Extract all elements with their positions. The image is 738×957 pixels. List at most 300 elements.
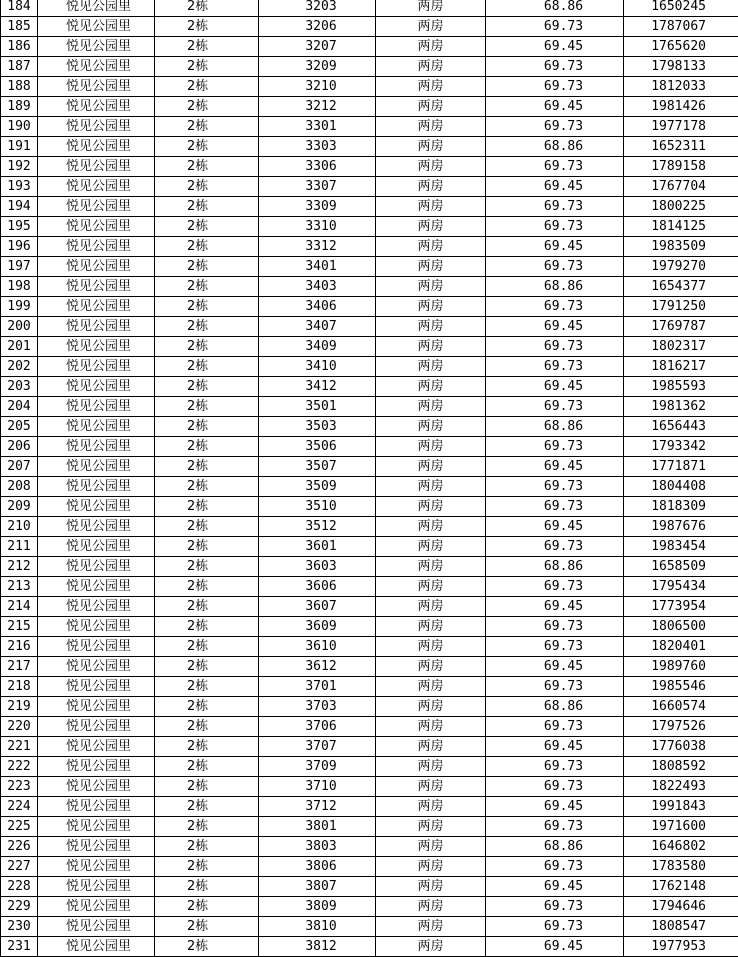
unit-number-cell: 3809 [259, 897, 376, 917]
project-name-cell: 悦见公园里 [38, 757, 155, 777]
row-number-cell: 207 [1, 457, 38, 477]
project-name-cell: 悦见公园里 [38, 257, 155, 277]
row-number-cell: 196 [1, 237, 38, 257]
room-type-cell: 两房 [376, 837, 486, 857]
table-row [1, 217, 738, 237]
building-cell: 2栋 [155, 297, 259, 317]
area-cell: 68.86 [486, 697, 624, 717]
unit-number-cell: 3712 [259, 797, 376, 817]
table-row [1, 837, 738, 857]
project-name-cell: 悦见公园里 [38, 0, 155, 17]
room-type-cell: 两房 [376, 857, 486, 877]
total-price-cell: 1987676 [624, 517, 738, 537]
building-cell: 2栋 [155, 557, 259, 577]
building-cell: 2栋 [155, 137, 259, 157]
area-cell: 69.73 [486, 857, 624, 877]
unit-number-cell: 3603 [259, 557, 376, 577]
table-row [1, 917, 738, 937]
project-name-cell: 悦见公园里 [38, 577, 155, 597]
area-cell: 69.45 [486, 177, 624, 197]
total-price-cell: 1776038 [624, 737, 738, 757]
table-row [1, 417, 738, 437]
total-price-cell: 1795434 [624, 577, 738, 597]
project-name-cell: 悦见公园里 [38, 357, 155, 377]
table-row [1, 937, 738, 957]
unit-number-cell: 3301 [259, 117, 376, 137]
table-row [1, 857, 738, 877]
project-name-cell: 悦见公园里 [38, 417, 155, 437]
unit-number-cell: 3703 [259, 697, 376, 717]
row-number-cell: 194 [1, 197, 38, 217]
table-row [1, 557, 738, 577]
row-number-cell: 203 [1, 377, 38, 397]
total-price-cell: 1812033 [624, 77, 738, 97]
unit-number-cell: 3801 [259, 817, 376, 837]
unit-number-cell: 3710 [259, 777, 376, 797]
unit-number-cell: 3210 [259, 77, 376, 97]
row-number-cell: 224 [1, 797, 38, 817]
building-cell: 2栋 [155, 197, 259, 217]
project-name-cell: 悦见公园里 [38, 37, 155, 57]
area-cell: 69.73 [486, 117, 624, 137]
row-number-cell: 198 [1, 277, 38, 297]
row-number-cell: 218 [1, 677, 38, 697]
room-type-cell: 两房 [376, 37, 486, 57]
area-cell: 68.86 [486, 137, 624, 157]
row-number-cell: 215 [1, 617, 38, 637]
room-type-cell: 两房 [376, 397, 486, 417]
total-price-cell: 1977178 [624, 117, 738, 137]
area-cell: 69.73 [486, 617, 624, 637]
building-cell: 2栋 [155, 117, 259, 137]
project-name-cell: 悦见公园里 [38, 77, 155, 97]
building-cell: 2栋 [155, 517, 259, 537]
project-name-cell: 悦见公园里 [38, 397, 155, 417]
unit-number-cell: 3203 [259, 0, 376, 17]
room-type-cell: 两房 [376, 317, 486, 337]
project-name-cell: 悦见公园里 [38, 237, 155, 257]
area-cell: 69.45 [486, 737, 624, 757]
total-price-cell: 1793342 [624, 437, 738, 457]
total-price-cell: 1656443 [624, 417, 738, 437]
total-price-cell: 1804408 [624, 477, 738, 497]
area-cell: 69.73 [486, 477, 624, 497]
building-cell: 2栋 [155, 97, 259, 117]
table-row [1, 517, 738, 537]
project-name-cell: 悦见公园里 [38, 377, 155, 397]
table-row [1, 277, 738, 297]
table-row [1, 457, 738, 477]
room-type-cell: 两房 [376, 617, 486, 637]
project-name-cell: 悦见公园里 [38, 657, 155, 677]
table-row [1, 877, 738, 897]
room-type-cell: 两房 [376, 777, 486, 797]
table-row [1, 197, 738, 217]
project-name-cell: 悦见公园里 [38, 697, 155, 717]
unit-number-cell: 3407 [259, 317, 376, 337]
room-type-cell: 两房 [376, 0, 486, 17]
total-price-cell: 1820401 [624, 637, 738, 657]
project-name-cell: 悦见公园里 [38, 937, 155, 957]
building-cell: 2栋 [155, 57, 259, 77]
table-row [1, 0, 738, 17]
row-number-cell: 226 [1, 837, 38, 857]
room-type-cell: 两房 [376, 217, 486, 237]
unit-number-cell: 3401 [259, 257, 376, 277]
table-row [1, 617, 738, 637]
row-number-cell: 201 [1, 337, 38, 357]
building-cell: 2栋 [155, 277, 259, 297]
room-type-cell: 两房 [376, 657, 486, 677]
project-name-cell: 悦见公园里 [38, 557, 155, 577]
building-cell: 2栋 [155, 737, 259, 757]
unit-number-cell: 3306 [259, 157, 376, 177]
row-number-cell: 216 [1, 637, 38, 657]
area-cell: 69.73 [486, 717, 624, 737]
project-name-cell: 悦见公园里 [38, 777, 155, 797]
total-price-cell: 1773954 [624, 597, 738, 617]
total-price-cell: 1646802 [624, 837, 738, 857]
area-cell: 69.45 [486, 877, 624, 897]
building-cell: 2栋 [155, 617, 259, 637]
building-cell: 2栋 [155, 317, 259, 337]
table-row [1, 317, 738, 337]
total-price-cell: 1783580 [624, 857, 738, 877]
project-name-cell: 悦见公园里 [38, 97, 155, 117]
room-type-cell: 两房 [376, 417, 486, 437]
unit-number-cell: 3709 [259, 757, 376, 777]
room-type-cell: 两房 [376, 197, 486, 217]
unit-number-cell: 3803 [259, 837, 376, 857]
building-cell: 2栋 [155, 497, 259, 517]
table-row [1, 537, 738, 557]
area-cell: 69.73 [486, 677, 624, 697]
building-cell: 2栋 [155, 877, 259, 897]
building-cell: 2栋 [155, 917, 259, 937]
row-number-cell: 204 [1, 397, 38, 417]
area-cell: 69.73 [486, 297, 624, 317]
room-type-cell: 两房 [376, 717, 486, 737]
area-cell: 69.73 [486, 217, 624, 237]
row-number-cell: 229 [1, 897, 38, 917]
unit-number-cell: 3403 [259, 277, 376, 297]
row-number-cell: 188 [1, 77, 38, 97]
building-cell: 2栋 [155, 437, 259, 457]
building-cell: 2栋 [155, 397, 259, 417]
project-name-cell: 悦见公园里 [38, 17, 155, 37]
building-cell: 2栋 [155, 937, 259, 957]
project-name-cell: 悦见公园里 [38, 617, 155, 637]
project-name-cell: 悦见公园里 [38, 597, 155, 617]
area-cell: 68.86 [486, 0, 624, 17]
row-number-cell: 197 [1, 257, 38, 277]
building-cell: 2栋 [155, 717, 259, 737]
row-number-cell: 185 [1, 17, 38, 37]
building-cell: 2栋 [155, 677, 259, 697]
building-cell: 2栋 [155, 377, 259, 397]
room-type-cell: 两房 [376, 497, 486, 517]
unit-number-cell: 3612 [259, 657, 376, 677]
area-cell: 69.73 [486, 897, 624, 917]
area-cell: 69.73 [486, 497, 624, 517]
area-cell: 68.86 [486, 837, 624, 857]
project-name-cell: 悦见公园里 [38, 837, 155, 857]
project-name-cell: 悦见公园里 [38, 437, 155, 457]
total-price-cell: 1808592 [624, 757, 738, 777]
table-row [1, 77, 738, 97]
unit-number-cell: 3601 [259, 537, 376, 557]
table-row [1, 17, 738, 37]
total-price-cell: 1650245 [624, 0, 738, 17]
area-cell: 69.73 [486, 397, 624, 417]
room-type-cell: 两房 [376, 937, 486, 957]
project-name-cell: 悦见公园里 [38, 117, 155, 137]
building-cell: 2栋 [155, 237, 259, 257]
row-number-cell: 189 [1, 97, 38, 117]
total-price-cell: 1797526 [624, 717, 738, 737]
table-row [1, 137, 738, 157]
room-type-cell: 两房 [376, 177, 486, 197]
row-number-cell: 186 [1, 37, 38, 57]
unit-number-cell: 3307 [259, 177, 376, 197]
building-cell: 2栋 [155, 577, 259, 597]
project-name-cell: 悦见公园里 [38, 57, 155, 77]
row-number-cell: 208 [1, 477, 38, 497]
area-cell: 69.45 [486, 937, 624, 957]
row-number-cell: 223 [1, 777, 38, 797]
table-row [1, 257, 738, 277]
area-cell: 69.73 [486, 757, 624, 777]
room-type-cell: 两房 [376, 637, 486, 657]
total-price-cell: 1985593 [624, 377, 738, 397]
building-cell: 2栋 [155, 697, 259, 717]
unit-number-cell: 3610 [259, 637, 376, 657]
unit-number-cell: 3701 [259, 677, 376, 697]
area-cell: 69.45 [486, 517, 624, 537]
unit-number-cell: 3207 [259, 37, 376, 57]
table-row [1, 597, 738, 617]
project-name-cell: 悦见公园里 [38, 917, 155, 937]
area-cell: 69.45 [486, 597, 624, 617]
unit-number-cell: 3406 [259, 297, 376, 317]
building-cell: 2栋 [155, 217, 259, 237]
room-type-cell: 两房 [376, 97, 486, 117]
project-name-cell: 悦见公园里 [38, 317, 155, 337]
unit-number-cell: 3606 [259, 577, 376, 597]
table-body [1, 0, 738, 957]
unit-number-cell: 3810 [259, 917, 376, 937]
table-row [1, 717, 738, 737]
table-row [1, 757, 738, 777]
unit-number-cell: 3806 [259, 857, 376, 877]
table-row [1, 117, 738, 137]
table-row [1, 497, 738, 517]
table-row [1, 157, 738, 177]
room-type-cell: 两房 [376, 337, 486, 357]
table-row [1, 177, 738, 197]
room-type-cell: 两房 [376, 17, 486, 37]
room-type-cell: 两房 [376, 877, 486, 897]
table-row [1, 577, 738, 597]
project-name-cell: 悦见公园里 [38, 877, 155, 897]
building-cell: 2栋 [155, 17, 259, 37]
row-number-cell: 230 [1, 917, 38, 937]
room-type-cell: 两房 [376, 697, 486, 717]
total-price-cell: 1800225 [624, 197, 738, 217]
total-price-cell: 1767704 [624, 177, 738, 197]
total-price-cell: 1983454 [624, 537, 738, 557]
room-type-cell: 两房 [376, 437, 486, 457]
total-price-cell: 1818309 [624, 497, 738, 517]
row-number-cell: 202 [1, 357, 38, 377]
room-type-cell: 两房 [376, 917, 486, 937]
area-cell: 68.86 [486, 557, 624, 577]
total-price-cell: 1771871 [624, 457, 738, 477]
row-number-cell: 227 [1, 857, 38, 877]
building-cell: 2栋 [155, 797, 259, 817]
building-cell: 2栋 [155, 477, 259, 497]
room-type-cell: 两房 [376, 677, 486, 697]
table-row [1, 337, 738, 357]
project-name-cell: 悦见公园里 [38, 717, 155, 737]
unit-number-cell: 3412 [259, 377, 376, 397]
table-row [1, 237, 738, 257]
building-cell: 2栋 [155, 417, 259, 437]
room-type-cell: 两房 [376, 597, 486, 617]
project-name-cell: 悦见公园里 [38, 217, 155, 237]
building-cell: 2栋 [155, 357, 259, 377]
building-cell: 2栋 [155, 0, 259, 17]
building-cell: 2栋 [155, 177, 259, 197]
unit-number-cell: 3309 [259, 197, 376, 217]
total-price-cell: 1787067 [624, 17, 738, 37]
row-number-cell: 220 [1, 717, 38, 737]
table-row [1, 297, 738, 317]
total-price-cell: 1814125 [624, 217, 738, 237]
room-type-cell: 两房 [376, 577, 486, 597]
table-row [1, 817, 738, 837]
area-cell: 69.45 [486, 37, 624, 57]
project-name-cell: 悦见公园里 [38, 337, 155, 357]
row-number-cell: 231 [1, 937, 38, 957]
area-cell: 69.45 [486, 237, 624, 257]
table-row [1, 897, 738, 917]
building-cell: 2栋 [155, 837, 259, 857]
area-cell: 69.73 [486, 77, 624, 97]
building-cell: 2栋 [155, 457, 259, 477]
unit-number-cell: 3609 [259, 617, 376, 637]
area-cell: 69.73 [486, 197, 624, 217]
total-price-cell: 1789158 [624, 157, 738, 177]
row-number-cell: 211 [1, 537, 38, 557]
table-row [1, 657, 738, 677]
unit-number-cell: 3303 [259, 137, 376, 157]
row-number-cell: 199 [1, 297, 38, 317]
total-price-cell: 1660574 [624, 697, 738, 717]
row-number-cell: 219 [1, 697, 38, 717]
unit-number-cell: 3206 [259, 17, 376, 37]
row-number-cell: 190 [1, 117, 38, 137]
project-name-cell: 悦见公园里 [38, 817, 155, 837]
area-cell: 69.45 [486, 317, 624, 337]
building-cell: 2栋 [155, 257, 259, 277]
total-price-cell: 1658509 [624, 557, 738, 577]
unit-number-cell: 3512 [259, 517, 376, 537]
total-price-cell: 1981362 [624, 397, 738, 417]
total-price-cell: 1765620 [624, 37, 738, 57]
row-number-cell: 195 [1, 217, 38, 237]
row-number-cell: 192 [1, 157, 38, 177]
row-number-cell: 187 [1, 57, 38, 77]
row-number-cell: 205 [1, 417, 38, 437]
total-price-cell: 1981426 [624, 97, 738, 117]
project-name-cell: 悦见公园里 [38, 737, 155, 757]
area-cell: 68.86 [486, 277, 624, 297]
room-type-cell: 两房 [376, 757, 486, 777]
project-name-cell: 悦见公园里 [38, 677, 155, 697]
building-cell: 2栋 [155, 637, 259, 657]
unit-number-cell: 3812 [259, 937, 376, 957]
area-cell: 69.73 [486, 337, 624, 357]
total-price-cell: 1806500 [624, 617, 738, 637]
room-type-cell: 两房 [376, 137, 486, 157]
room-type-cell: 两房 [376, 557, 486, 577]
project-name-cell: 悦见公园里 [38, 537, 155, 557]
building-cell: 2栋 [155, 597, 259, 617]
total-price-cell: 1816217 [624, 357, 738, 377]
unit-number-cell: 3706 [259, 717, 376, 737]
area-cell: 69.73 [486, 437, 624, 457]
total-price-cell: 1991843 [624, 797, 738, 817]
room-type-cell: 两房 [376, 537, 486, 557]
area-cell: 69.45 [486, 457, 624, 477]
table-row [1, 477, 738, 497]
total-price-cell: 1794646 [624, 897, 738, 917]
row-number-cell: 191 [1, 137, 38, 157]
total-price-cell: 1769787 [624, 317, 738, 337]
room-type-cell: 两房 [376, 377, 486, 397]
unit-number-cell: 3409 [259, 337, 376, 357]
total-price-cell: 1791250 [624, 297, 738, 317]
building-cell: 2栋 [155, 537, 259, 557]
project-name-cell: 悦见公园里 [38, 137, 155, 157]
row-number-cell: 217 [1, 657, 38, 677]
room-type-cell: 两房 [376, 297, 486, 317]
building-cell: 2栋 [155, 77, 259, 97]
room-type-cell: 两房 [376, 57, 486, 77]
area-cell: 69.73 [486, 777, 624, 797]
unit-number-cell: 3310 [259, 217, 376, 237]
building-cell: 2栋 [155, 857, 259, 877]
unit-number-cell: 3503 [259, 417, 376, 437]
table-row [1, 737, 738, 757]
project-name-cell: 悦见公园里 [38, 857, 155, 877]
unit-number-cell: 3209 [259, 57, 376, 77]
unit-number-cell: 3501 [259, 397, 376, 417]
unit-number-cell: 3707 [259, 737, 376, 757]
unit-number-cell: 3507 [259, 457, 376, 477]
room-type-cell: 两房 [376, 357, 486, 377]
unit-number-cell: 3509 [259, 477, 376, 497]
room-type-cell: 两房 [376, 117, 486, 137]
row-number-cell: 184 [1, 0, 38, 17]
total-price-cell: 1802317 [624, 337, 738, 357]
area-cell: 69.73 [486, 57, 624, 77]
row-number-cell: 221 [1, 737, 38, 757]
row-number-cell: 212 [1, 557, 38, 577]
area-cell: 69.73 [486, 537, 624, 557]
room-type-cell: 两房 [376, 457, 486, 477]
